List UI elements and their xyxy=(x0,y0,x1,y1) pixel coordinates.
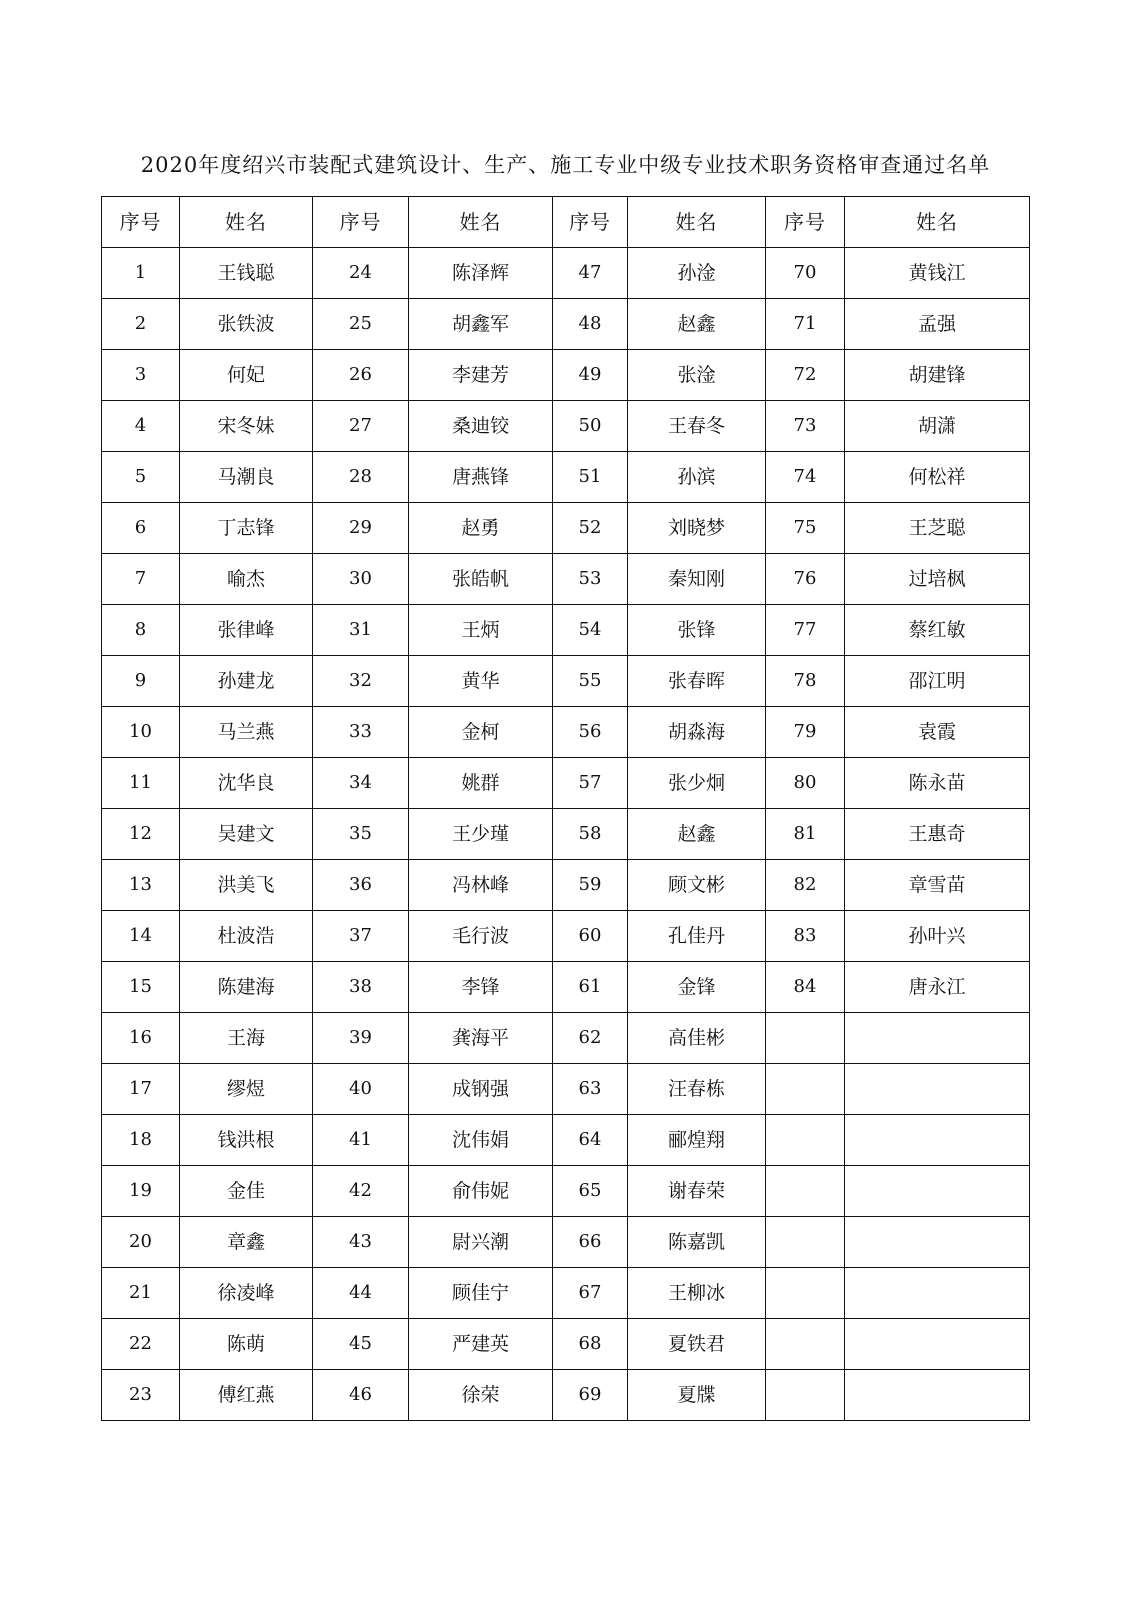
person-name-cell: 傅红燕 xyxy=(180,1370,313,1421)
person-name-cell: 赵勇 xyxy=(409,503,553,554)
serial-number-cell xyxy=(766,1115,845,1166)
serial-number-cell: 84 xyxy=(766,962,845,1013)
person-name-cell: 张铁波 xyxy=(180,299,313,350)
person-name-cell: 张春晖 xyxy=(628,656,766,707)
serial-number-cell: 47 xyxy=(553,248,628,299)
serial-number-cell: 56 xyxy=(553,707,628,758)
table-row xyxy=(102,1268,1030,1319)
serial-number-cell: 1 xyxy=(102,248,180,299)
table-row xyxy=(102,401,1030,452)
serial-number-cell: 64 xyxy=(553,1115,628,1166)
person-name-cell: 汪春栋 xyxy=(628,1064,766,1115)
serial-number-cell: 75 xyxy=(766,503,845,554)
table-row xyxy=(102,350,1030,401)
person-name-cell: 张律峰 xyxy=(180,605,313,656)
serial-number-cell: 12 xyxy=(102,809,180,860)
person-name-cell: 沈伟娟 xyxy=(409,1115,553,1166)
serial-number-cell: 63 xyxy=(553,1064,628,1115)
serial-number-cell: 17 xyxy=(102,1064,180,1115)
header-name: 姓名 xyxy=(409,197,553,248)
serial-number-cell xyxy=(766,1166,845,1217)
serial-number-cell: 11 xyxy=(102,758,180,809)
table-row xyxy=(102,962,1030,1013)
serial-number-cell: 5 xyxy=(102,452,180,503)
person-name-cell xyxy=(845,1217,1030,1268)
serial-number-cell: 37 xyxy=(313,911,409,962)
serial-number-cell: 53 xyxy=(553,554,628,605)
table-row xyxy=(102,554,1030,605)
person-name-cell: 龚海平 xyxy=(409,1013,553,1064)
person-name-cell: 孟强 xyxy=(845,299,1030,350)
person-name-cell: 缪煜 xyxy=(180,1064,313,1115)
serial-number-cell: 54 xyxy=(553,605,628,656)
header-serial: 序号 xyxy=(102,197,180,248)
person-name-cell: 王春冬 xyxy=(628,401,766,452)
serial-number-cell: 59 xyxy=(553,860,628,911)
serial-number-cell: 69 xyxy=(553,1370,628,1421)
serial-number-cell: 24 xyxy=(313,248,409,299)
table-row xyxy=(102,707,1030,758)
serial-number-cell: 29 xyxy=(313,503,409,554)
person-name-cell: 夏牒 xyxy=(628,1370,766,1421)
serial-number-cell: 51 xyxy=(553,452,628,503)
serial-number-cell: 10 xyxy=(102,707,180,758)
table-row xyxy=(102,1013,1030,1064)
person-name-cell: 沈华良 xyxy=(180,758,313,809)
table-row xyxy=(102,911,1030,962)
person-name-cell: 桑迪铰 xyxy=(409,401,553,452)
person-name-cell: 陈永苗 xyxy=(845,758,1030,809)
person-name-cell xyxy=(845,1115,1030,1166)
header-name: 姓名 xyxy=(845,197,1030,248)
serial-number-cell: 15 xyxy=(102,962,180,1013)
person-name-cell xyxy=(845,1064,1030,1115)
serial-number-cell: 44 xyxy=(313,1268,409,1319)
serial-number-cell: 20 xyxy=(102,1217,180,1268)
person-name-cell: 俞伟妮 xyxy=(409,1166,553,1217)
serial-number-cell: 68 xyxy=(553,1319,628,1370)
serial-number-cell: 52 xyxy=(553,503,628,554)
person-name-cell xyxy=(845,1013,1030,1064)
person-name-cell: 高佳彬 xyxy=(628,1013,766,1064)
person-name-cell: 喻杰 xyxy=(180,554,313,605)
person-name-cell: 马兰燕 xyxy=(180,707,313,758)
person-name-cell: 吴建文 xyxy=(180,809,313,860)
person-name-cell xyxy=(845,1319,1030,1370)
serial-number-cell: 40 xyxy=(313,1064,409,1115)
serial-number-cell: 72 xyxy=(766,350,845,401)
serial-number-cell xyxy=(766,1319,845,1370)
serial-number-cell: 25 xyxy=(313,299,409,350)
person-name-cell: 何松祥 xyxy=(845,452,1030,503)
serial-number-cell: 14 xyxy=(102,911,180,962)
serial-number-cell: 34 xyxy=(313,758,409,809)
serial-number-cell: 13 xyxy=(102,860,180,911)
serial-number-cell: 23 xyxy=(102,1370,180,1421)
serial-number-cell: 57 xyxy=(553,758,628,809)
serial-number-cell: 48 xyxy=(553,299,628,350)
person-name-cell: 王钱聪 xyxy=(180,248,313,299)
person-name-cell: 黄华 xyxy=(409,656,553,707)
serial-number-cell: 67 xyxy=(553,1268,628,1319)
serial-number-cell: 26 xyxy=(313,350,409,401)
person-name-cell: 王少瑾 xyxy=(409,809,553,860)
serial-number-cell: 19 xyxy=(102,1166,180,1217)
person-name-cell: 孙叶兴 xyxy=(845,911,1030,962)
person-name-cell: 尉兴潮 xyxy=(409,1217,553,1268)
serial-number-cell: 4 xyxy=(102,401,180,452)
table-row xyxy=(102,656,1030,707)
header-serial: 序号 xyxy=(766,197,845,248)
table-header-row xyxy=(102,197,1030,248)
person-name-cell: 宋冬妹 xyxy=(180,401,313,452)
person-name-cell xyxy=(845,1268,1030,1319)
serial-number-cell: 41 xyxy=(313,1115,409,1166)
person-name-cell: 陈嘉凯 xyxy=(628,1217,766,1268)
person-name-cell: 胡建锋 xyxy=(845,350,1030,401)
person-name-cell: 王炳 xyxy=(409,605,553,656)
person-name-cell: 孙滨 xyxy=(628,452,766,503)
person-name-cell xyxy=(845,1166,1030,1217)
serial-number-cell: 35 xyxy=(313,809,409,860)
serial-number-cell: 74 xyxy=(766,452,845,503)
serial-number-cell: 62 xyxy=(553,1013,628,1064)
serial-number-cell: 82 xyxy=(766,860,845,911)
table-row xyxy=(102,758,1030,809)
serial-number-cell: 60 xyxy=(553,911,628,962)
serial-number-cell: 27 xyxy=(313,401,409,452)
person-name-cell: 胡鑫军 xyxy=(409,299,553,350)
table-row xyxy=(102,1166,1030,1217)
serial-number-cell: 31 xyxy=(313,605,409,656)
person-name-cell: 王柳冰 xyxy=(628,1268,766,1319)
serial-number-cell: 28 xyxy=(313,452,409,503)
person-name-cell: 唐燕锋 xyxy=(409,452,553,503)
person-name-cell: 张淦 xyxy=(628,350,766,401)
person-name-cell: 陈萌 xyxy=(180,1319,313,1370)
person-name-cell: 徐荣 xyxy=(409,1370,553,1421)
person-name-cell: 洪美飞 xyxy=(180,860,313,911)
person-name-cell: 顾佳宁 xyxy=(409,1268,553,1319)
serial-number-cell: 7 xyxy=(102,554,180,605)
person-name-cell: 钱洪根 xyxy=(180,1115,313,1166)
header-serial: 序号 xyxy=(553,197,628,248)
serial-number-cell: 73 xyxy=(766,401,845,452)
person-name-cell: 毛行波 xyxy=(409,911,553,962)
serial-number-cell: 83 xyxy=(766,911,845,962)
serial-number-cell: 66 xyxy=(553,1217,628,1268)
person-name-cell: 张锋 xyxy=(628,605,766,656)
person-name-cell: 孙建龙 xyxy=(180,656,313,707)
person-name-cell: 赵鑫 xyxy=(628,809,766,860)
person-name-cell: 孔佳丹 xyxy=(628,911,766,962)
serial-number-cell: 43 xyxy=(313,1217,409,1268)
person-name-cell: 冯林峰 xyxy=(409,860,553,911)
table-row xyxy=(102,860,1030,911)
person-name-cell: 严建英 xyxy=(409,1319,553,1370)
document-title: 2020年度绍兴市装配式建筑设计、生产、施工专业中级专业技术职务资格审查通过名单 xyxy=(140,153,991,177)
person-name-cell: 成钢强 xyxy=(409,1064,553,1115)
person-name-cell: 过培枫 xyxy=(845,554,1030,605)
person-name-cell: 孙淦 xyxy=(628,248,766,299)
serial-number-cell: 2 xyxy=(102,299,180,350)
table-row xyxy=(102,1217,1030,1268)
serial-number-cell: 22 xyxy=(102,1319,180,1370)
serial-number-cell xyxy=(766,1013,845,1064)
person-name-cell: 张皓帆 xyxy=(409,554,553,605)
table-row xyxy=(102,605,1030,656)
serial-number-cell: 58 xyxy=(553,809,628,860)
person-name-cell: 陈建海 xyxy=(180,962,313,1013)
person-name-cell: 蔡红敏 xyxy=(845,605,1030,656)
person-name-cell: 金锋 xyxy=(628,962,766,1013)
serial-number-cell: 50 xyxy=(553,401,628,452)
serial-number-cell: 78 xyxy=(766,656,845,707)
person-name-cell: 徐凌峰 xyxy=(180,1268,313,1319)
table-body xyxy=(102,248,1030,1421)
header-name: 姓名 xyxy=(180,197,313,248)
serial-number-cell: 39 xyxy=(313,1013,409,1064)
header-name: 姓名 xyxy=(628,197,766,248)
serial-number-cell: 45 xyxy=(313,1319,409,1370)
serial-number-cell: 81 xyxy=(766,809,845,860)
person-name-cell: 胡淼海 xyxy=(628,707,766,758)
serial-number-cell xyxy=(766,1370,845,1421)
person-name-cell: 夏铁君 xyxy=(628,1319,766,1370)
table-row xyxy=(102,1115,1030,1166)
person-name-cell: 赵鑫 xyxy=(628,299,766,350)
person-name-cell: 郦煌翔 xyxy=(628,1115,766,1166)
serial-number-cell: 80 xyxy=(766,758,845,809)
serial-number-cell: 38 xyxy=(313,962,409,1013)
serial-number-cell: 36 xyxy=(313,860,409,911)
serial-number-cell: 32 xyxy=(313,656,409,707)
person-name-cell: 李建芳 xyxy=(409,350,553,401)
serial-number-cell: 33 xyxy=(313,707,409,758)
person-name-cell: 顾文彬 xyxy=(628,860,766,911)
person-name-cell: 王海 xyxy=(180,1013,313,1064)
person-name-cell: 章鑫 xyxy=(180,1217,313,1268)
person-name-cell: 王芝聪 xyxy=(845,503,1030,554)
person-name-cell: 金佳 xyxy=(180,1166,313,1217)
person-name-cell: 王惠奇 xyxy=(845,809,1030,860)
serial-number-cell xyxy=(766,1268,845,1319)
serial-number-cell: 30 xyxy=(313,554,409,605)
table-row xyxy=(102,1370,1030,1421)
person-name-cell xyxy=(845,1370,1030,1421)
person-name-cell: 何妃 xyxy=(180,350,313,401)
serial-number-cell: 61 xyxy=(553,962,628,1013)
person-name-cell: 马潮良 xyxy=(180,452,313,503)
person-name-cell: 章雪苗 xyxy=(845,860,1030,911)
serial-number-cell: 55 xyxy=(553,656,628,707)
person-name-cell: 丁志锋 xyxy=(180,503,313,554)
person-name-cell: 刘晓梦 xyxy=(628,503,766,554)
serial-number-cell xyxy=(766,1064,845,1115)
person-name-cell: 杜波浩 xyxy=(180,911,313,962)
table-row xyxy=(102,452,1030,503)
serial-number-cell: 9 xyxy=(102,656,180,707)
person-name-cell: 张少炯 xyxy=(628,758,766,809)
person-name-cell: 胡潇 xyxy=(845,401,1030,452)
serial-number-cell: 46 xyxy=(313,1370,409,1421)
serial-number-cell: 6 xyxy=(102,503,180,554)
serial-number-cell xyxy=(766,1217,845,1268)
serial-number-cell: 3 xyxy=(102,350,180,401)
serial-number-cell: 49 xyxy=(553,350,628,401)
person-name-cell: 邵江明 xyxy=(845,656,1030,707)
serial-number-cell: 21 xyxy=(102,1268,180,1319)
serial-number-cell: 71 xyxy=(766,299,845,350)
serial-number-cell: 16 xyxy=(102,1013,180,1064)
serial-number-cell: 70 xyxy=(766,248,845,299)
person-name-cell: 袁霞 xyxy=(845,707,1030,758)
table-row xyxy=(102,809,1030,860)
table-row xyxy=(102,248,1030,299)
serial-number-cell: 79 xyxy=(766,707,845,758)
serial-number-cell: 18 xyxy=(102,1115,180,1166)
person-name-cell: 秦知刚 xyxy=(628,554,766,605)
person-name-cell: 金柯 xyxy=(409,707,553,758)
person-name-cell: 李锋 xyxy=(409,962,553,1013)
person-name-cell: 黄钱江 xyxy=(845,248,1030,299)
header-serial: 序号 xyxy=(313,197,409,248)
serial-number-cell: 65 xyxy=(553,1166,628,1217)
roster-table xyxy=(101,196,1030,1421)
serial-number-cell: 76 xyxy=(766,554,845,605)
table-row xyxy=(102,1064,1030,1115)
table-row xyxy=(102,299,1030,350)
table-row xyxy=(102,503,1030,554)
serial-number-cell: 8 xyxy=(102,605,180,656)
person-name-cell: 谢春荣 xyxy=(628,1166,766,1217)
serial-number-cell: 77 xyxy=(766,605,845,656)
person-name-cell: 陈泽辉 xyxy=(409,248,553,299)
person-name-cell: 姚群 xyxy=(409,758,553,809)
table-row xyxy=(102,1319,1030,1370)
serial-number-cell: 42 xyxy=(313,1166,409,1217)
person-name-cell: 唐永江 xyxy=(845,962,1030,1013)
